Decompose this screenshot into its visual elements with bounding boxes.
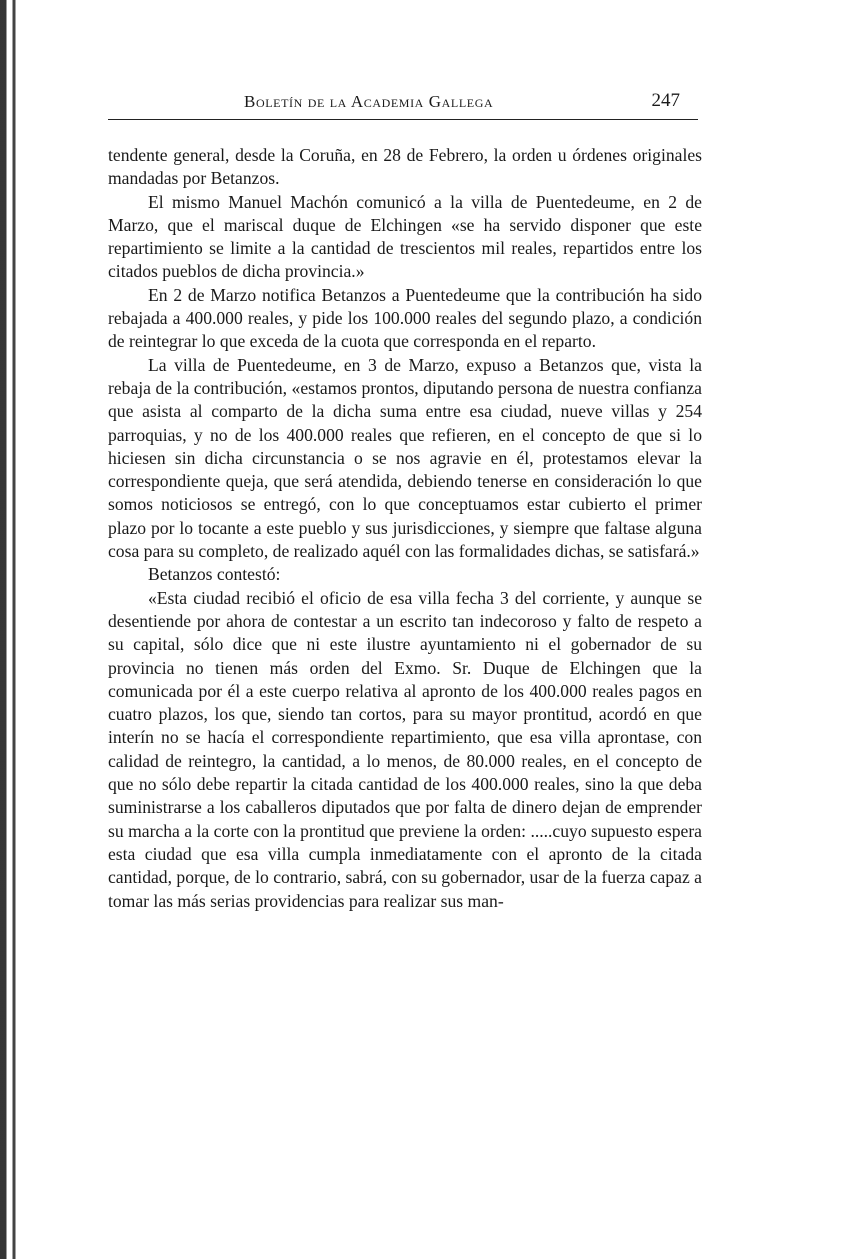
paragraph-1: tendente general, desde la Coruña, en 28 de Febrero, la orden u órdenes originales mandadas por Betanzos. <box>108 145 702 189</box>
body-text <box>108 144 702 913</box>
running-title: Boletín de la Academia Gallega <box>244 92 494 111</box>
paragraph-3: En 2 de Marzo notifica Betanzos a Puentedeume que la contribución ha sido rebajada a 400.000 reales, y pide los 100.000 reales del segundo plazo, a condición de reintegrar lo que exceda de la cuota que corresponda en el reparto. <box>108 284 702 352</box>
header-rule <box>108 119 698 120</box>
paragraph-6: «Esta ciudad recibió el oficio de esa villa fecha 3 del corriente, y aunque se desentiende por ahora de contestar a un escrito tan indecoroso y falto de respeto a su capital, sólo dice que ni este ilustre ayuntamiento ni el gobernador de su provincia no tienen más orden del Exmo. Sr. Duque de Elchingen que la comunicada por él a este cuerpo relativa al apronto de los 400.000 reales pagos en cuatro plazos, los que, siendo tan cortos, para su mayor prontitud, acordó en que interín no se hacía el correspondiente repartimiento, que esa villa aprontase, con calidad de reintegro, la cantidad, a lo menos, de 80.000 reales, en el concepto de que no sólo debe repartir la citada cantidad de los 400.000 reales, sino la que deba suministrarse a los caballeros diputados que por falta de dinero dejan de emprender su marcha a la corte con la prontitud que previene la orden: .....cuyo supuesto espera esta ciudad que esa villa cumpla inmediatamente con el apronto de la citada cantidad, porque, de lo contrario, sabrá, con su gobernador, usar de la fuerza capaz a tomar las más serias providencias para realizar sus man- <box>108 587 702 911</box>
page-number: 247 <box>651 90 680 111</box>
paragraph-5: Betanzos contestó: <box>148 564 281 585</box>
page-header <box>108 90 698 116</box>
paragraph-2: El mismo Manuel Machón comunicó a la villa de Puentedeume, en 2 de Marzo, que el mariscal duque de Elchingen «se ha servido disponer que este repartimiento se limite a la cantidad de trescientos mil reales, repartidos entre los citados pueblos de dicha provincia.» <box>108 191 702 282</box>
scan-gutter-edge <box>0 0 28 1259</box>
paragraph-4: La villa de Puentedeume, en 3 de Marzo, expuso a Betanzos que, vista la rebaja de la contribución, «estamos prontos, diputando persona de nuestra confianza que asista al comparto de la dicha suma entre esa ciudad, nueve villas y 254 parroquias, y no de los 400.000 reales que refieren, en el concepto de que si lo hiciesen sin dicha circunstancia o se nos agravie en él, protestamos elevar la correspondiente queja, que será atendida, debiendo tenerse en consideración lo que somos noticiosos se entregó, con lo que conceptuamos estar cubierto el primer plazo por lo tocante a este pueblo y sus jurisdicciones, y siempre que faltase alguna cosa para su completo, de realizado aquél con las formalidades dichas, se satisfará.» <box>108 354 702 562</box>
